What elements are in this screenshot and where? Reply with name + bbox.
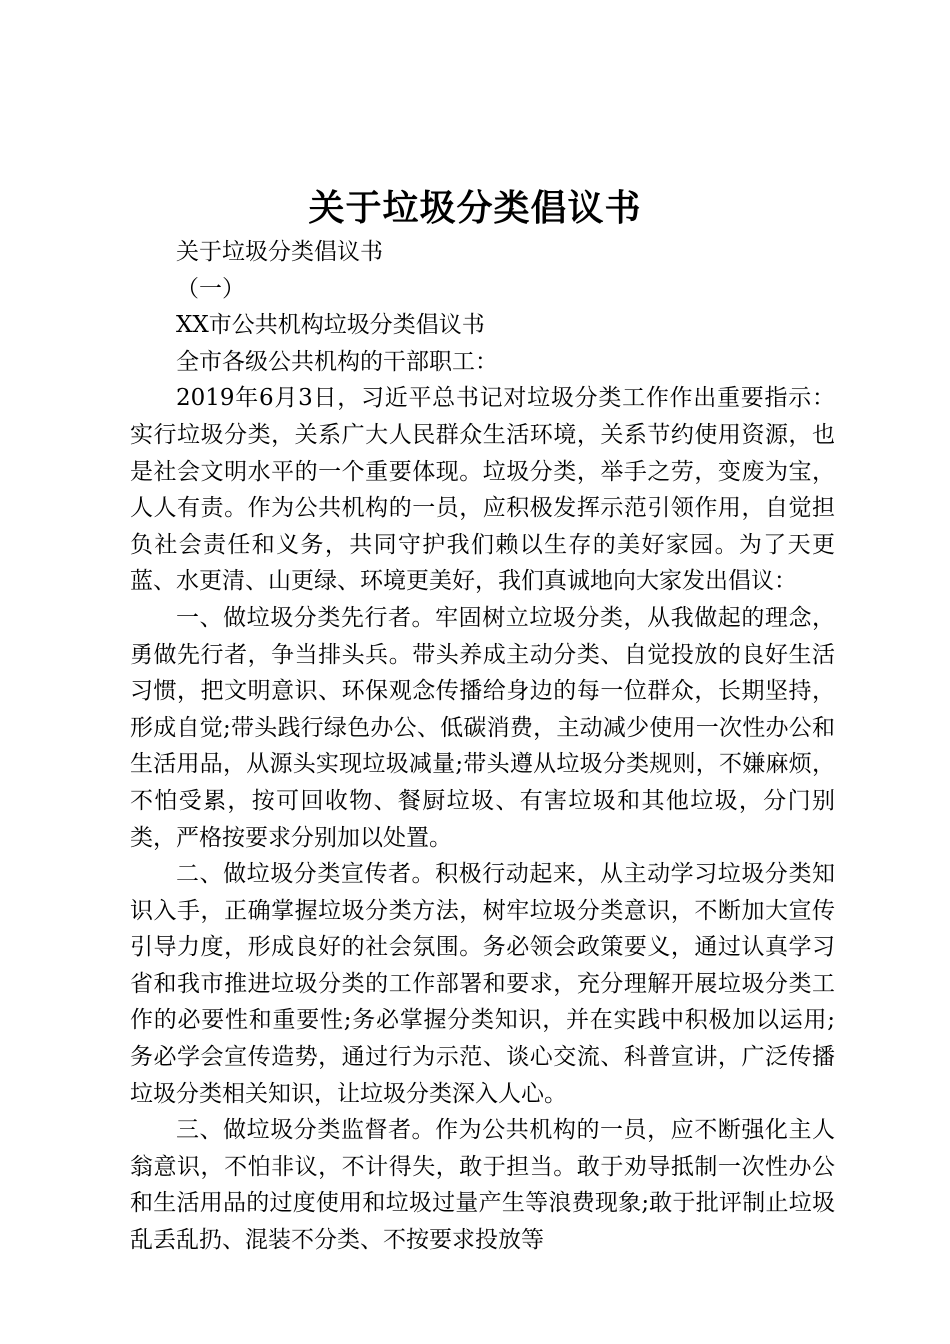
subtitle-line: 关于垃圾分类倡议书: [176, 239, 383, 265]
doc-heading: XX市公共机构垃圾分类倡议书: [176, 312, 485, 339]
paragraph-intro: 2019年6月3日，习近平总书记对垃圾分类工作作出重要指示：实行垃圾分类，关系广大人民群众生活环境，关系节约使用资源，也是社会文明水平的一个重要体现。垃圾分类，举手之劳，变废为宝，人人有责。作为公共机构的一员，应积极发挥示范引领作用，自觉担负社会责任和义务，共同守护我们赖以生存的美好家园。为了天更蓝、水更清、山更绿、环境更美好，我们真诚地向大家发出倡议：: [130, 385, 835, 595]
paragraph-third-point: 三、做垃圾分类监督者。作为公共机构的一员，应不断强化主人翁意识，不怕非议，不计得失，敢于担当。敢于劝导抵制一次性办公和生活用品的过度使用和垃圾过量产生等浪费现象;敢于批评制止垃圾乱丢乱扔、混装不分类、不按要求投放等: [130, 1117, 835, 1254]
document-title: 关于垃圾分类倡议书: [308, 187, 642, 229]
paragraph-first-point: 一、做垃圾分类先行者。牢固树立垃圾分类，从我做起的理念，勇做先行者，争当排头兵。带头养成主动分类、自觉投放的良好生活习惯，把文明意识、环保观念传播给身边的每一位群众，长期坚持，形成自觉;带头践行绿色办公、低碳消费，主动减少使用一次性办公和生活用品，从源头实现垃圾减量;带头遵从垃圾分类规则，不嫌麻烦，不怕受累，按可回收物、餐厨垃圾、有害垃圾和其他垃圾，分门别类，严格按要求分别加以处置。: [130, 604, 835, 851]
section-marker: （一）: [176, 275, 245, 302]
salutation: 全市各级公共机构的干部职工：: [176, 348, 498, 375]
paragraph-second-point: 二、做垃圾分类宣传者。积极行动起来，从主动学习垃圾分类知识入手，正确掌握垃圾分类方法，树牢垃圾分类意识，不断加大宣传引导力度，形成良好的社会氛围。务必领会政策要义，通过认真学习省和我市推进垃圾分类的工作部署和要求，充分理解开展垃圾分类工作的必要性和重要性;务必掌握分类知识，并在实践中积极加以运用;务必学会宣传造势，通过行为示范、谈心交流、科普宣讲，广泛传播垃圾分类相关知识，让垃圾分类深入人心。: [130, 861, 835, 1107]
document-body: [130, 234, 835, 1259]
